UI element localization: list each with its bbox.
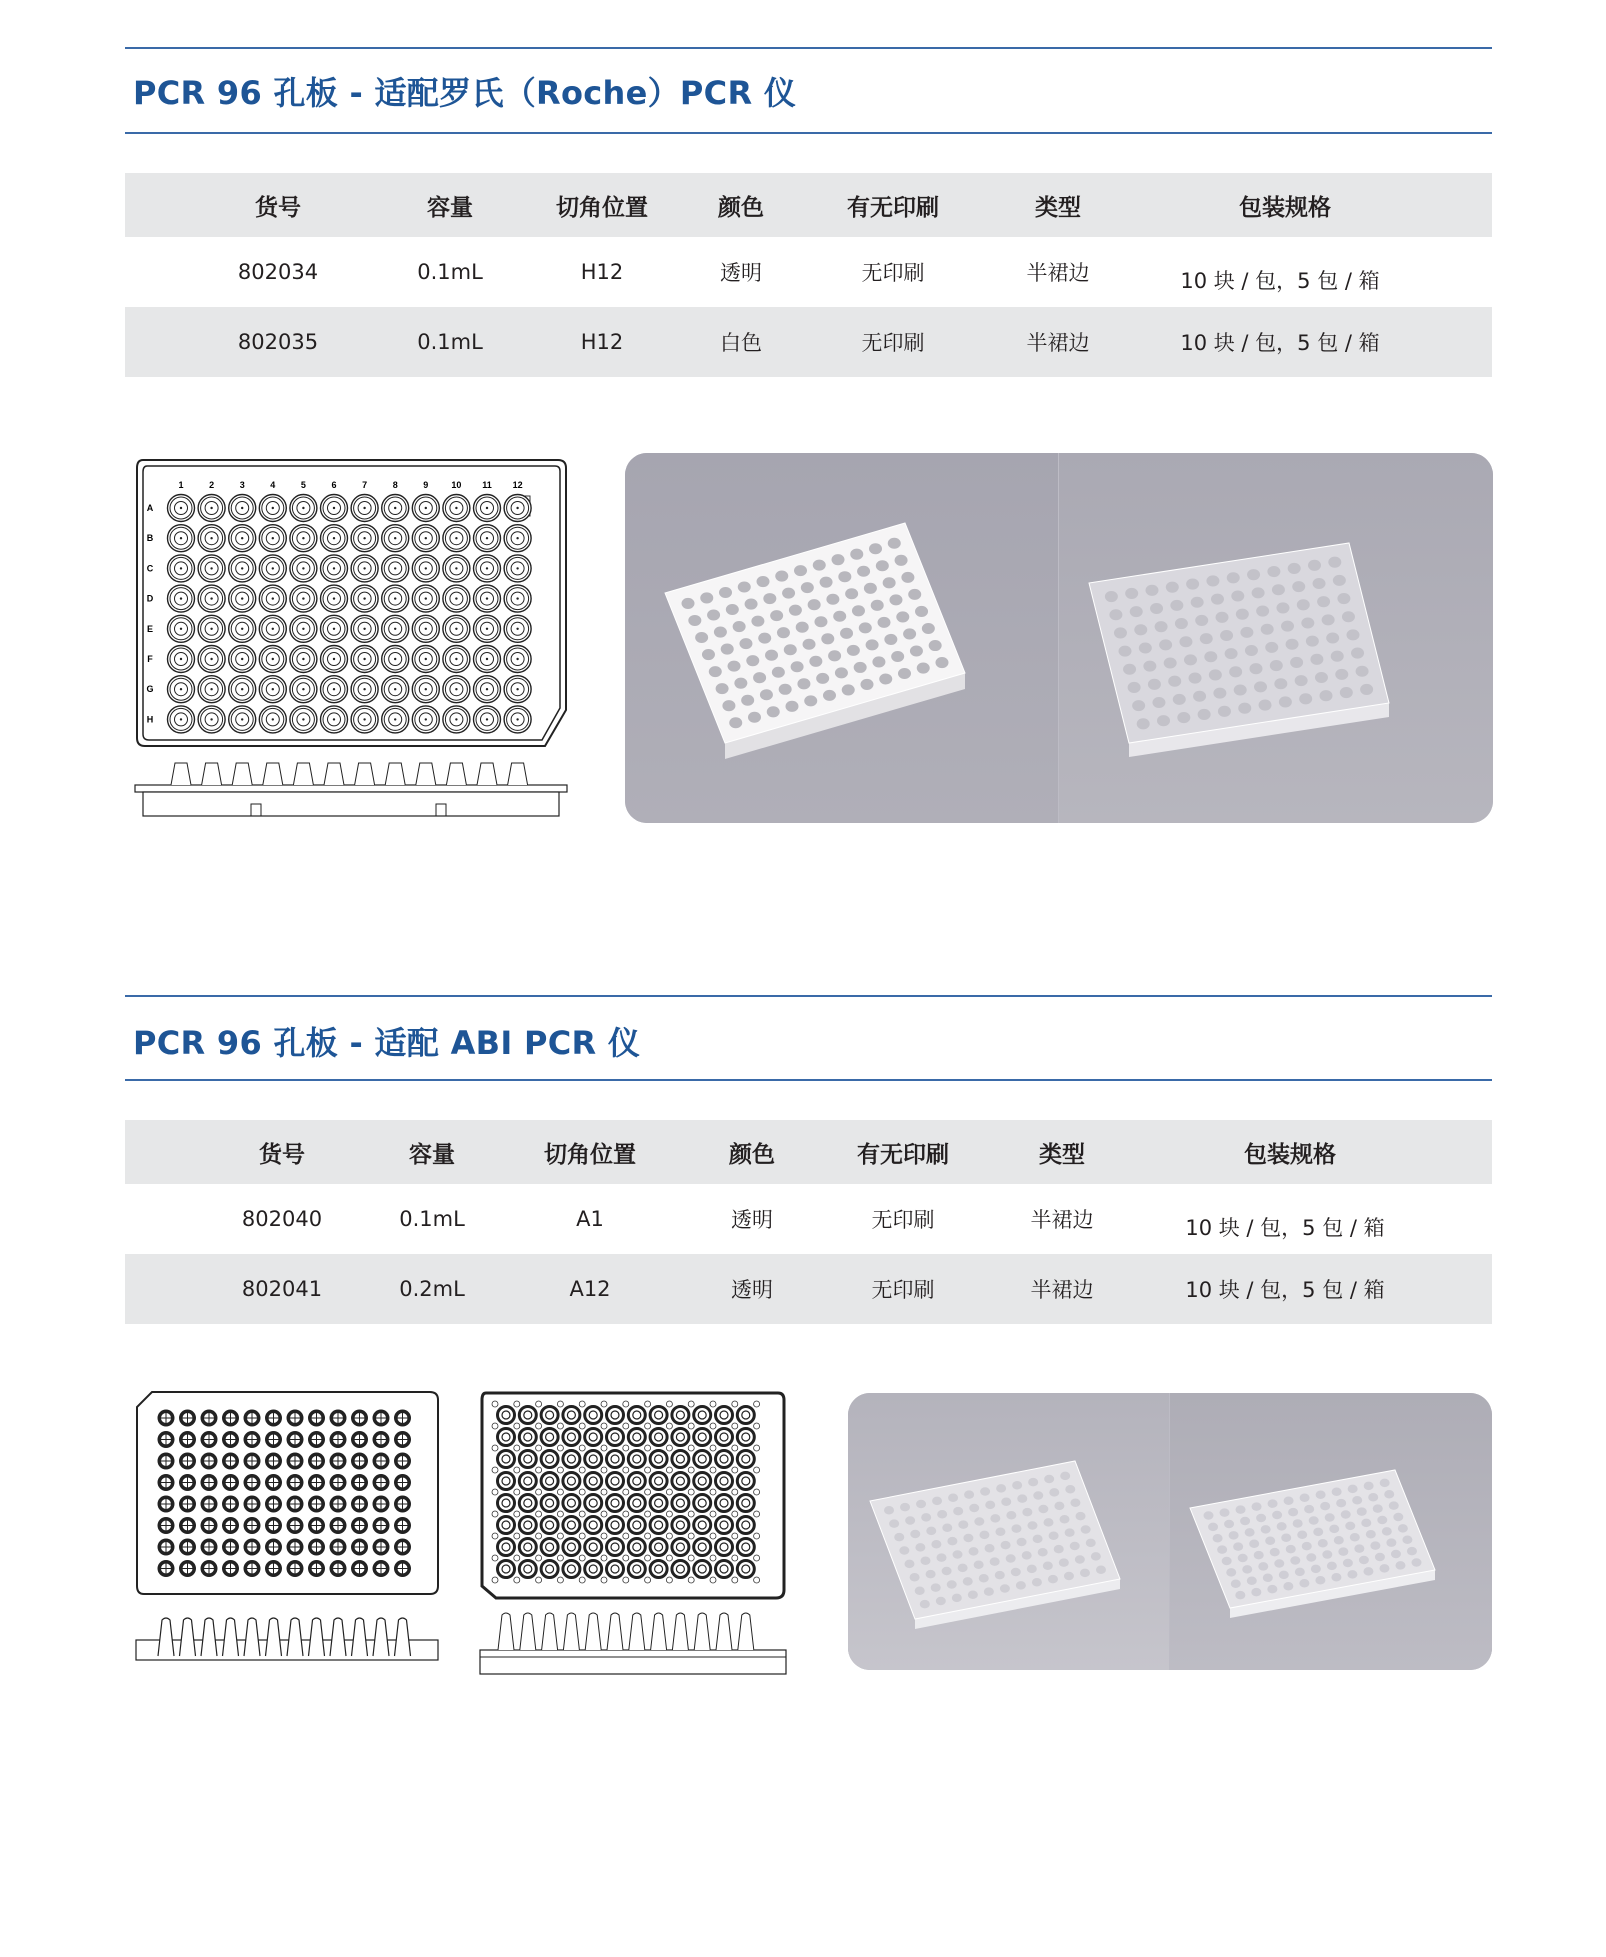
svg-text:12: 12: [512, 480, 523, 490]
cell-volume: 0.1mL: [417, 260, 483, 284]
section-top-rule: [125, 995, 1492, 997]
col-header-type: 类型: [1039, 1141, 1085, 1168]
cell-sku: 802034: [237, 260, 319, 284]
plate-diagram-icon: [134, 1390, 442, 1670]
cell-volume: 0.2mL: [399, 1277, 465, 1301]
svg-text:6: 6: [331, 480, 337, 490]
svg-text:8: 8: [392, 480, 398, 490]
section-title: PCR 96 孔板 - 适配 ABI PCR 仪: [133, 1024, 641, 1062]
cell-color: 透明: [731, 1208, 773, 1232]
table-row: [125, 307, 1492, 377]
table-header: [125, 1120, 1492, 1184]
col-header-cut-corner: 切角位置: [544, 1141, 636, 1168]
cell-color: 透明: [720, 261, 762, 285]
plate-diagram-icon: [478, 1390, 788, 1680]
col-header-packaging: 包装规格: [1244, 1141, 1336, 1168]
cell-packaging: 10 块 / 包，5 包 / 箱: [1185, 1216, 1385, 1240]
svg-text:A: A: [146, 503, 154, 513]
cell-volume: 0.1mL: [417, 330, 483, 354]
svg-text:C: C: [146, 563, 154, 574]
spec-table: [125, 173, 1492, 377]
col-header-cut-corner: 切角位置: [556, 194, 648, 221]
cell-sku: 802040: [241, 1207, 323, 1231]
abi-0.2ml-plate-drawing: [478, 1390, 788, 1680]
col-header-packaging: 包装规格: [1239, 194, 1331, 221]
cell-type: 半裙边: [1026, 331, 1090, 355]
table-row: [125, 1184, 1492, 1254]
cell-color: 透明: [731, 1278, 773, 1302]
cell-printing: 无印刷: [871, 1278, 935, 1302]
cell-sku: 802035: [237, 330, 319, 354]
roche-plate-drawing: [133, 458, 573, 828]
table-row: [125, 237, 1492, 307]
svg-text:10: 10: [451, 480, 462, 490]
cell-type: 半裙边: [1030, 1208, 1094, 1232]
col-header-printing: 有无印刷: [847, 194, 939, 221]
cell-packaging: 10 块 / 包，5 包 / 箱: [1185, 1278, 1385, 1302]
clear-plate-photo: [1058, 453, 1493, 823]
cell-cut-corner: H12: [580, 330, 624, 354]
svg-text:H: H: [146, 714, 154, 725]
cell-volume: 0.1mL: [399, 1207, 465, 1231]
svg-text:F: F: [147, 654, 153, 664]
section-bottom-rule: [125, 132, 1492, 134]
abi-photo-panel: [848, 1393, 1492, 1670]
table-row: [125, 1254, 1492, 1324]
abi-clear-plate-photo-1: [848, 1393, 1169, 1670]
table-header: [125, 173, 1492, 237]
svg-text:1: 1: [178, 480, 184, 490]
cell-cut-corner: A12: [569, 1277, 611, 1301]
svg-text:G: G: [146, 684, 154, 695]
col-header-sku: 货号: [259, 1141, 305, 1168]
svg-text:7: 7: [362, 480, 368, 490]
cell-cut-corner: H12: [580, 260, 624, 284]
svg-text:D: D: [146, 593, 154, 604]
white-plate-photo: [625, 453, 1058, 823]
roche-photo-panel: [625, 453, 1493, 823]
section-bottom-rule: [125, 1079, 1492, 1081]
col-header-sku: 货号: [255, 194, 301, 221]
section-top-rule: [125, 47, 1492, 49]
svg-text:9: 9: [423, 480, 429, 490]
svg-text:5: 5: [300, 480, 306, 490]
cell-packaging: 10 块 / 包，5 包 / 箱: [1180, 269, 1380, 293]
col-header-color: 颜色: [729, 1141, 775, 1168]
cell-color: 白色: [720, 331, 762, 355]
abi-0.1ml-plate-drawing: [134, 1390, 442, 1670]
svg-text:2: 2: [209, 480, 215, 490]
cell-printing: 无印刷: [861, 261, 925, 285]
col-header-type: 类型: [1035, 194, 1081, 221]
col-header-volume: 容量: [409, 1141, 455, 1168]
section-title: PCR 96 孔板 - 适配罗氏（Roche）PCR 仪: [133, 74, 797, 112]
abi-clear-plate-photo-2: [1169, 1393, 1492, 1670]
svg-text:3: 3: [239, 480, 245, 490]
col-header-color: 颜色: [718, 194, 764, 221]
cell-printing: 无印刷: [871, 1208, 935, 1232]
cell-printing: 无印刷: [861, 331, 925, 355]
col-header-printing: 有无印刷: [857, 1141, 949, 1168]
plate-diagram-icon: [133, 458, 573, 828]
svg-text:E: E: [146, 623, 154, 634]
spec-table: [125, 1120, 1492, 1324]
svg-text:11: 11: [482, 480, 492, 490]
col-header-volume: 容量: [427, 194, 473, 221]
cell-type: 半裙边: [1026, 261, 1090, 285]
svg-text:B: B: [146, 533, 154, 544]
cell-type: 半裙边: [1030, 1278, 1094, 1302]
cell-packaging: 10 块 / 包，5 包 / 箱: [1180, 331, 1380, 355]
cell-sku: 802041: [241, 1277, 323, 1301]
cell-cut-corner: A1: [576, 1207, 604, 1231]
svg-text:4: 4: [270, 480, 276, 490]
